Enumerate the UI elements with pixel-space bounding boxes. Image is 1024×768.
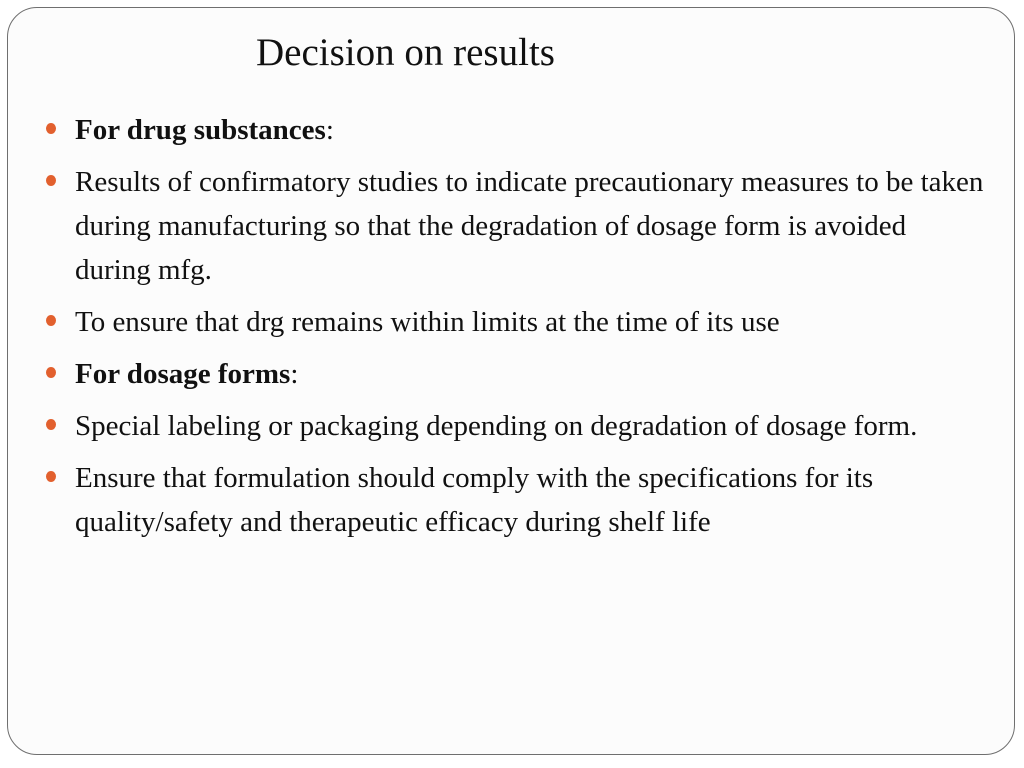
bullet-text: To ensure that drg remains within limits at the time of its use (75, 306, 780, 338)
bullet-dot-icon (46, 123, 56, 134)
bullet-heading-dosage-forms (46, 352, 986, 396)
bullet-bold-text: For dosage forms (75, 358, 291, 390)
bullet-dot-icon (46, 471, 56, 482)
bullet-text: Special labeling or packaging depending on degradation of dosage form. (75, 410, 918, 442)
bullet-ensure-limits (46, 300, 986, 344)
slide-frame (7, 7, 1015, 755)
bullet-dot-icon (46, 367, 56, 378)
bullet-bold-text: For drug substances (75, 114, 326, 146)
bullet-dot-icon (46, 315, 56, 326)
bullet-suffix: : (290, 358, 299, 390)
bullet-special-labeling (46, 404, 986, 448)
bullet-list (46, 108, 986, 552)
bullet-heading-drug-substances (46, 108, 986, 152)
bullet-text: Ensure that formulation should comply with the specifications for its quality/safety and therapeutic efficacy during shelf life (75, 462, 874, 538)
bullet-suffix: : (325, 114, 334, 146)
bullet-text: Results of confirmatory studies to indicate precautionary measures to be taken during manufacturing so that the degradation of dosage form is avoided during mfg. (75, 166, 984, 286)
slide-title: Decision on results (256, 31, 555, 74)
bullet-dot-icon (46, 419, 56, 430)
bullet-ensure-formulation (46, 456, 986, 544)
bullet-confirmatory-studies (46, 160, 986, 292)
bullet-dot-icon (46, 175, 56, 186)
